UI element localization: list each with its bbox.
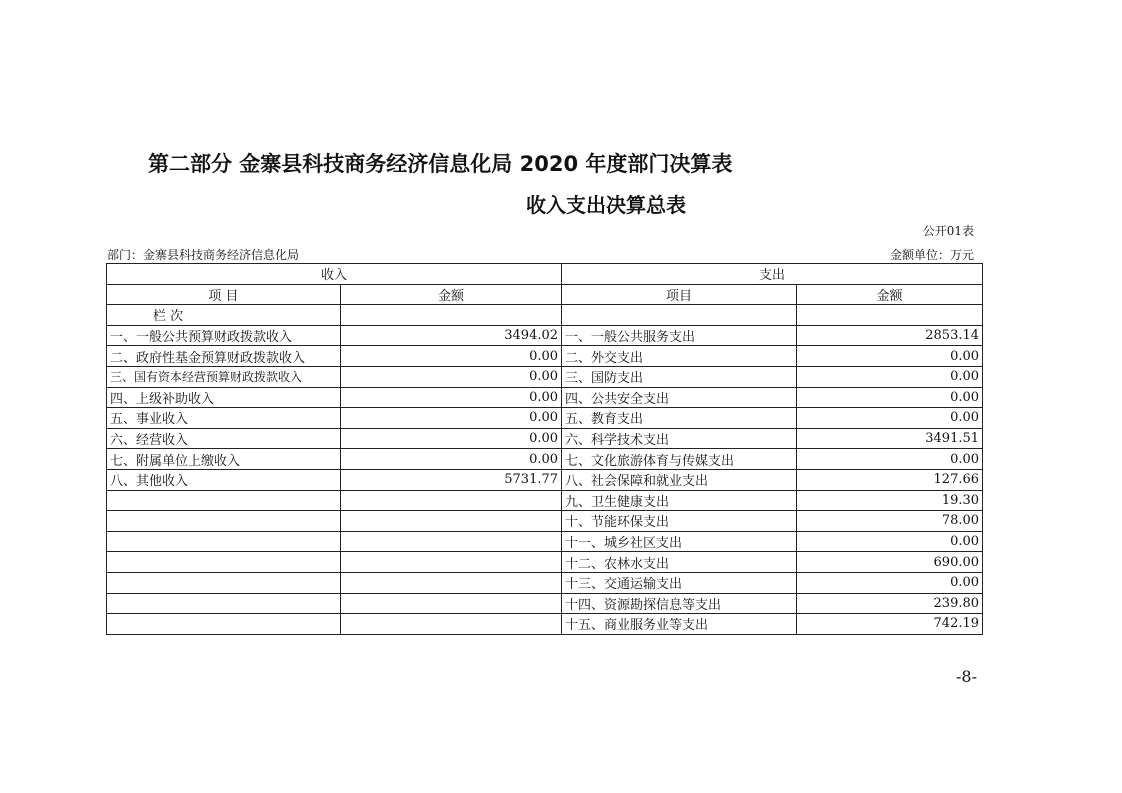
table-cell	[797, 305, 983, 326]
income-item-amount: 0.00	[341, 449, 562, 470]
income-item-name	[107, 614, 341, 635]
income-item-name: 五、事业收入	[107, 408, 341, 429]
table-cell	[562, 305, 797, 326]
form-code: 公开01表	[922, 224, 974, 238]
income-item-header: 项 目	[107, 284, 341, 305]
expense-item-name: 十二、农林水支出	[562, 552, 797, 573]
income-item-amount	[341, 490, 562, 511]
expense-item-amount: 127.66	[797, 469, 983, 490]
page-number: -8-	[956, 667, 977, 686]
expense-item-amount: 3491.51	[797, 428, 983, 449]
income-item-name	[107, 552, 341, 573]
expense-item-name: 十五、商业服务业等支出	[562, 614, 797, 635]
income-item-amount: 0.00	[341, 408, 562, 429]
expense-item-amount: 0.00	[797, 408, 983, 429]
income-item-amount: 0.00	[341, 428, 562, 449]
income-item-name: 一、一般公共预算财政拨款收入	[107, 325, 341, 346]
income-item-name	[107, 511, 341, 532]
expense-item-name: 三、国防支出	[562, 366, 797, 387]
expense-item-amount: 239.80	[797, 593, 983, 614]
table-row	[107, 593, 983, 614]
expense-item-name: 十一、城乡社区支出	[562, 531, 797, 552]
income-item-name	[107, 572, 341, 593]
table-row	[107, 387, 983, 408]
expense-item-amount: 2853.14	[797, 325, 983, 346]
expense-item-name: 八、社会保障和就业支出	[562, 469, 797, 490]
income-item-amount: 0.00	[341, 346, 562, 367]
expense-item-amount: 0.00	[797, 366, 983, 387]
income-item-amount	[341, 511, 562, 532]
income-item-amount: 5731.77	[341, 469, 562, 490]
expense-item-amount: 0.00	[797, 346, 983, 367]
income-item-name	[107, 593, 341, 614]
table-row	[107, 614, 983, 635]
expense-amount-header: 金额	[797, 284, 983, 305]
table-row	[107, 531, 983, 552]
column-index-row	[107, 305, 983, 326]
table-row	[107, 511, 983, 532]
expense-item-amount: 19.30	[797, 490, 983, 511]
header-row-sections	[107, 264, 983, 285]
department-label: 部门：金寨县科技商务经济信息化局	[107, 248, 300, 262]
expense-item-name: 十、节能环保支出	[562, 511, 797, 532]
expense-item-name: 二、外交支出	[562, 346, 797, 367]
income-item-name: 六、经营收入	[107, 428, 341, 449]
income-item-name	[107, 490, 341, 511]
expense-item-amount: 0.00	[797, 387, 983, 408]
document-title: 第二部分 金寨县科技商务经济信息化局 2020 年度部门决算表	[148, 152, 733, 176]
table-row	[107, 449, 983, 470]
table-subtitle: 收入支出决算总表	[526, 193, 686, 217]
table-row	[107, 366, 983, 387]
income-item-name: 四、上级补助收入	[107, 387, 341, 408]
expense-item-name: 四、公共安全支出	[562, 387, 797, 408]
expense-item-name: 七、文化旅游体育与传媒支出	[562, 449, 797, 470]
income-item-name	[107, 531, 341, 552]
income-item-name: 八、其他收入	[107, 469, 341, 490]
table-row	[107, 428, 983, 449]
table-row	[107, 572, 983, 593]
income-item-amount	[341, 572, 562, 593]
expense-item-amount: 742.19	[797, 614, 983, 635]
income-item-amount: 0.00	[341, 387, 562, 408]
expense-item-amount: 0.00	[797, 449, 983, 470]
expense-item-name: 五、教育支出	[562, 408, 797, 429]
column-index-label: 栏 次	[107, 305, 341, 326]
table-row	[107, 408, 983, 429]
expense-section-header: 支出	[562, 264, 983, 285]
expense-item-amount: 690.00	[797, 552, 983, 573]
income-item-amount	[341, 531, 562, 552]
table-row	[107, 325, 983, 346]
expense-item-amount: 0.00	[797, 572, 983, 593]
header-row-columns	[107, 284, 983, 305]
income-expense-table	[106, 263, 983, 635]
income-item-name: 二、政府性基金预算财政拨款收入	[107, 346, 341, 367]
income-amount-header: 金额	[341, 284, 562, 305]
income-item-name: 七、附属单位上缴收入	[107, 449, 341, 470]
income-item-name: 三、国有资本经营预算财政拨款收入	[107, 366, 341, 387]
income-item-amount: 0.00	[341, 366, 562, 387]
income-section-header: 收入	[107, 264, 562, 285]
table-row	[107, 469, 983, 490]
expense-item-name: 一、一般公共服务支出	[562, 325, 797, 346]
expense-item-amount: 78.00	[797, 511, 983, 532]
expense-item-amount: 0.00	[797, 531, 983, 552]
income-item-amount	[341, 552, 562, 573]
table-cell	[341, 305, 562, 326]
expense-item-header: 项目	[562, 284, 797, 305]
table-row	[107, 346, 983, 367]
income-item-amount	[341, 614, 562, 635]
expense-item-name: 十四、资源勘探信息等支出	[562, 593, 797, 614]
income-item-amount: 3494.02	[341, 325, 562, 346]
expense-item-name: 六、科学技术支出	[562, 428, 797, 449]
unit-label: 金额单位：万元	[889, 248, 974, 262]
income-item-amount	[341, 593, 562, 614]
expense-item-name: 九、卫生健康支出	[562, 490, 797, 511]
table-row	[107, 490, 983, 511]
expense-item-name: 十三、交通运输支出	[562, 572, 797, 593]
table-row	[107, 552, 983, 573]
